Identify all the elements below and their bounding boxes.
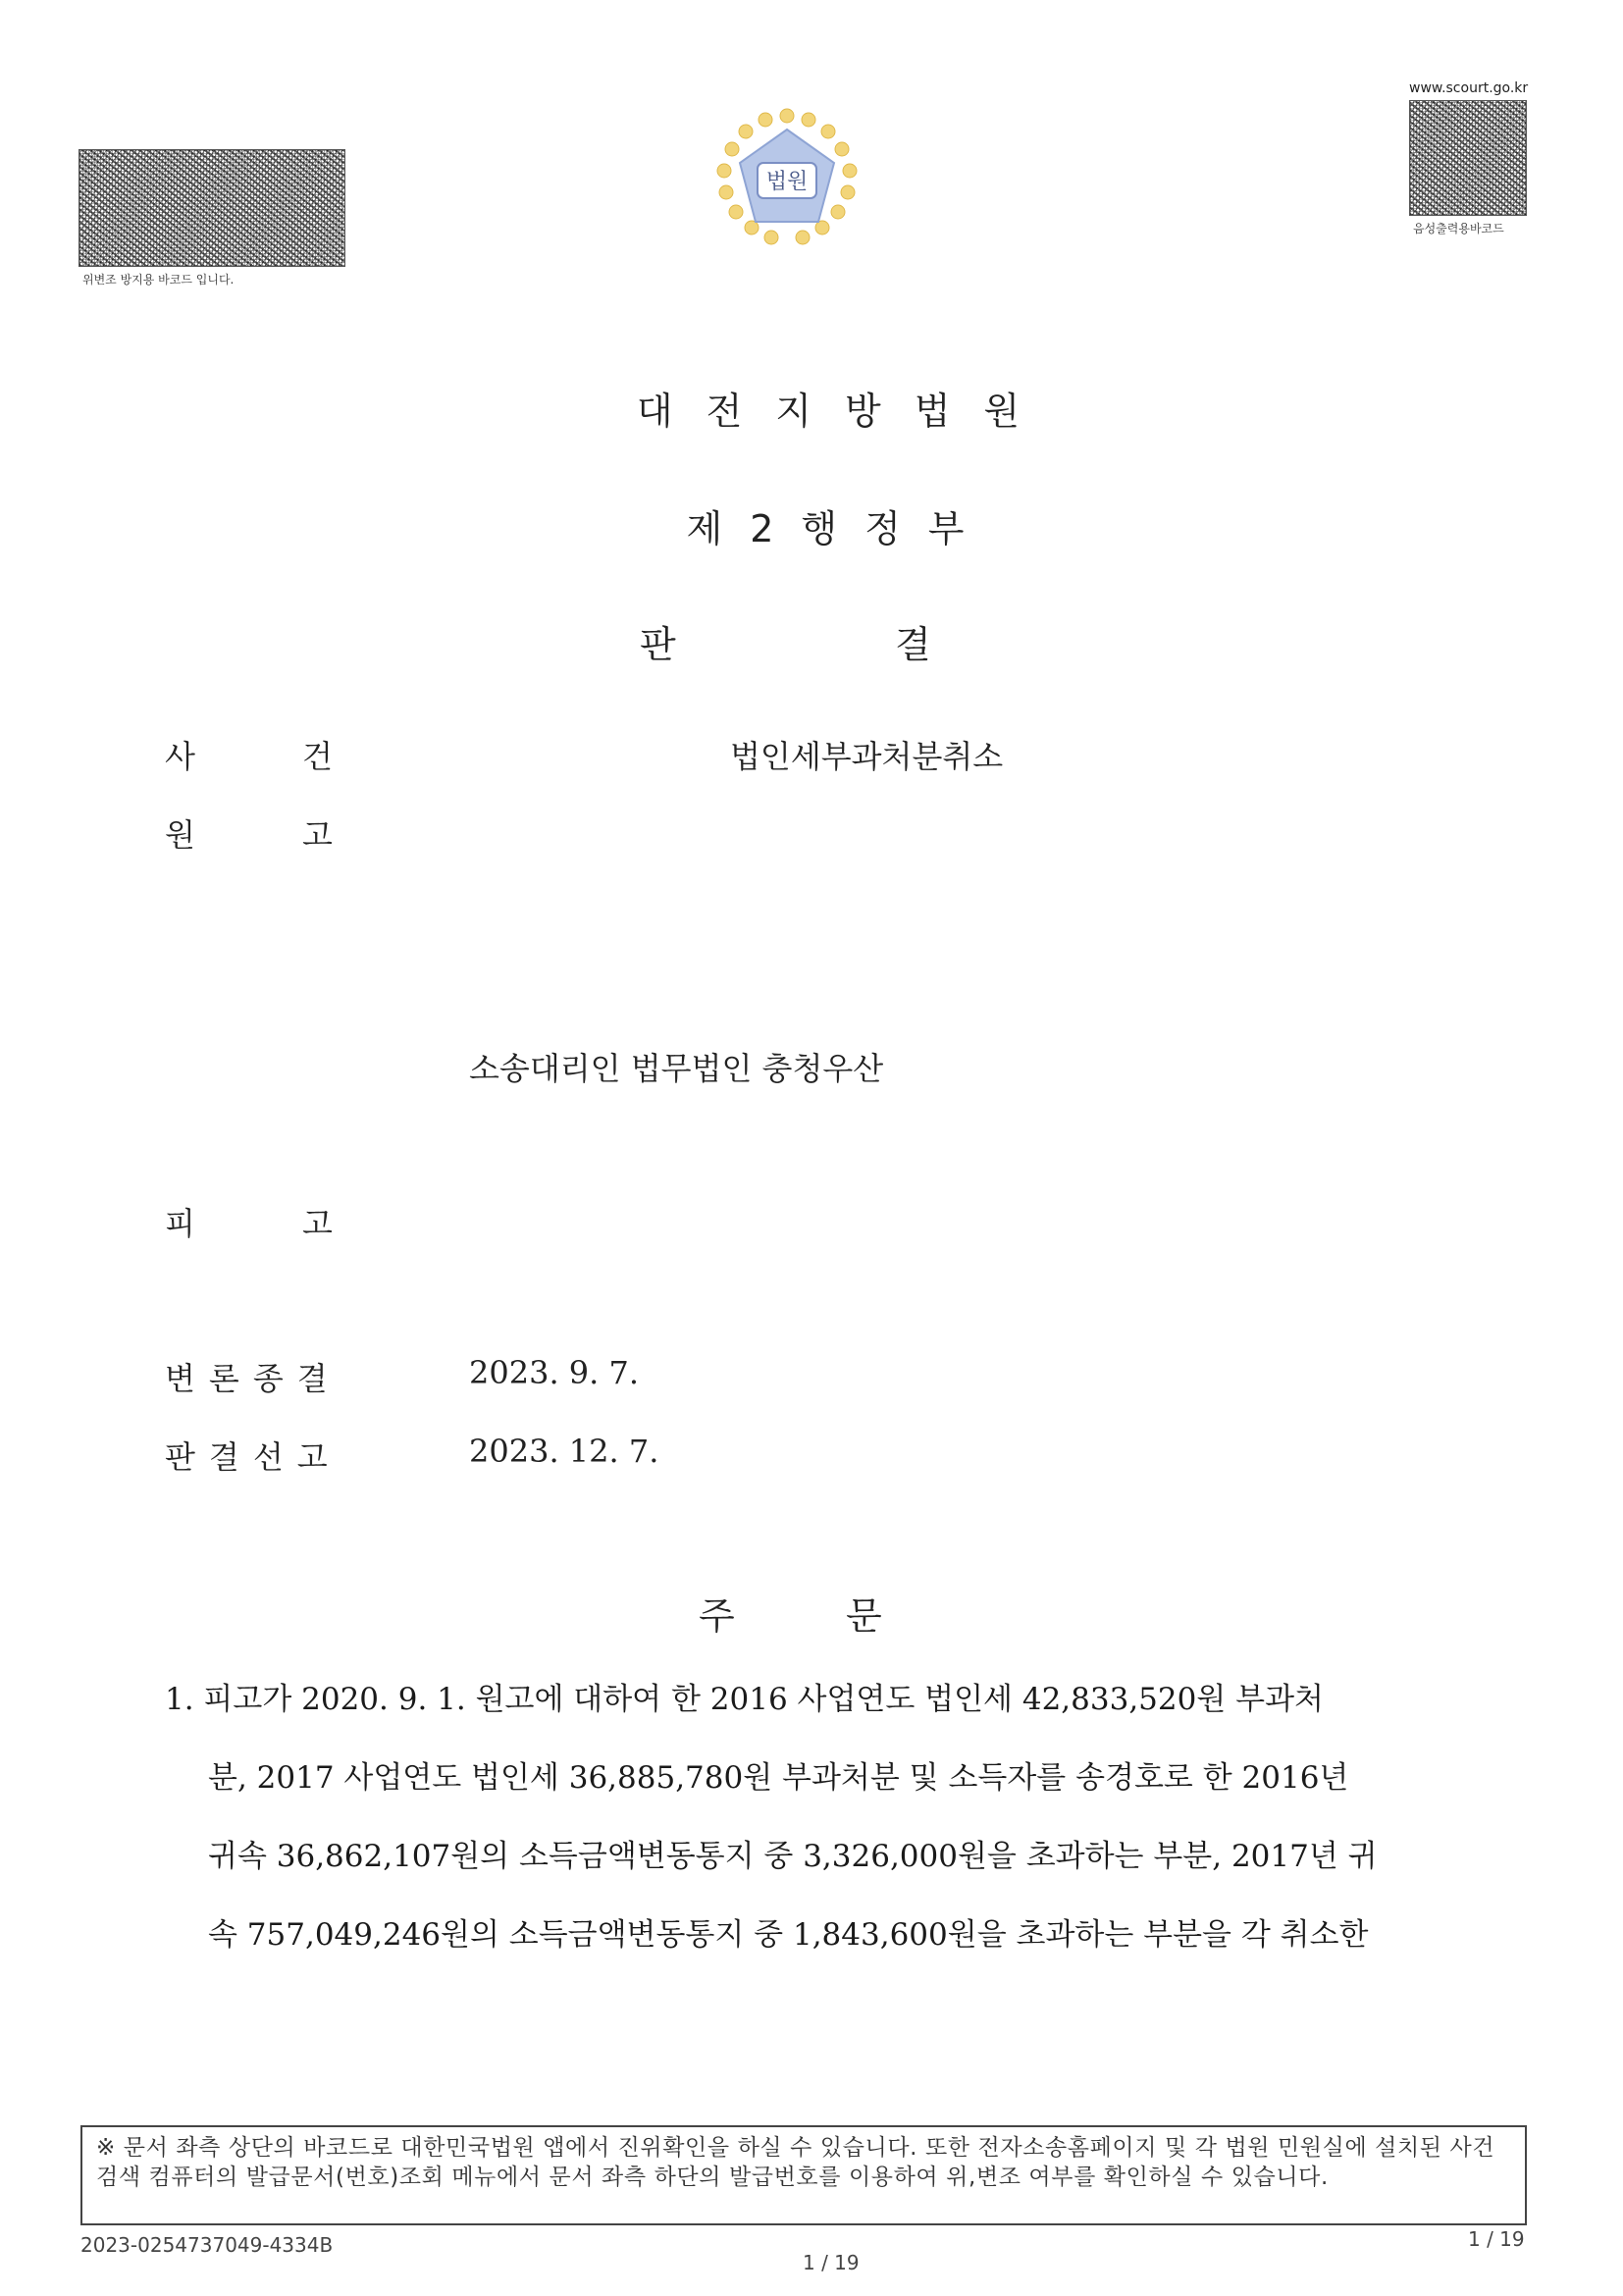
plaintiff-label-char-2: 고 — [302, 816, 333, 854]
forgery-prevention-barcode — [79, 149, 345, 267]
case-label-char-2: 건 — [302, 738, 333, 775]
order-line-4: 속 757,049,246원의 소득금액변동통지 중 1,843,600원을 초과하는 부분을 각 취소한 — [208, 1917, 1369, 1953]
court-seal-emblem — [708, 102, 865, 259]
order-line-1: 1. 피고가 2020. 9. 1. 원고에 대하여 한 2016 사업연도 법인세 42,833,520원 부과처 — [165, 1682, 1324, 1717]
case-label-char-1: 사 — [165, 738, 195, 775]
doc-type-char-1: 판 — [640, 623, 676, 666]
page-number-right: 1 / 19 — [1468, 2227, 1525, 2251]
defendant-label-char-2: 고 — [302, 1205, 333, 1242]
defendant-label-char-1: 피 — [165, 1205, 195, 1242]
order-heading-char-1: 주 — [699, 1594, 735, 1638]
voice-output-barcode — [1409, 100, 1527, 216]
forgery-barcode-caption: 위변조 방지용 바코드 입니다. — [82, 273, 235, 287]
court-name: 대전지방법원 — [636, 390, 1054, 433]
order-line-2: 분, 2017 사업연도 법인세 36,885,780원 부과처분 및 소득자를 송경호로 한 2016년 — [208, 1760, 1349, 1796]
plaintiff-attorney: 소송대리인 법무법인 충청우산 — [469, 1050, 884, 1087]
seal-text: 법원 — [765, 170, 809, 194]
issue-number: 2023-0254737049-4334B — [80, 2233, 334, 2257]
page-number-center: 1 / 19 — [803, 2251, 860, 2274]
voice-barcode-caption: 음성출력용바코드 — [1413, 222, 1504, 235]
order-line-3: 귀속 36,862,107원의 소득금액변동통지 중 3,326,000원을 초과하는 부분, 2017년 귀 — [208, 1839, 1378, 1874]
case-name: 법인세부과처분취소 — [730, 738, 1004, 775]
judgment-label: 판결선고 — [165, 1438, 341, 1476]
plaintiff-label-char-1: 원 — [165, 816, 195, 854]
judgment-date: 2023. 12. 7. — [469, 1433, 659, 1470]
scourt-url: www.scourt.go.kr — [1409, 80, 1529, 96]
closing-date: 2023. 9. 7. — [469, 1354, 640, 1391]
order-heading-char-2: 문 — [846, 1594, 882, 1638]
verification-notice: ※ 문서 좌측 상단의 바코드로 대한민국법원 앱에서 진위확인을 하실 수 있습니다. 또한 전자소송홈페이지 및 각 법원 민원실에 설치된 사건검색 컴퓨터의 발급문서(번호)조회 메뉴에서 문서 좌측 하단의 발급번호를 이용하여 위,변조 여부를 확인하실 수 있습니다. — [80, 2125, 1527, 2225]
closing-label: 변론종결 — [165, 1360, 341, 1397]
doc-type-char-2: 결 — [895, 623, 931, 666]
division-name: 제2행정부 — [686, 507, 992, 550]
